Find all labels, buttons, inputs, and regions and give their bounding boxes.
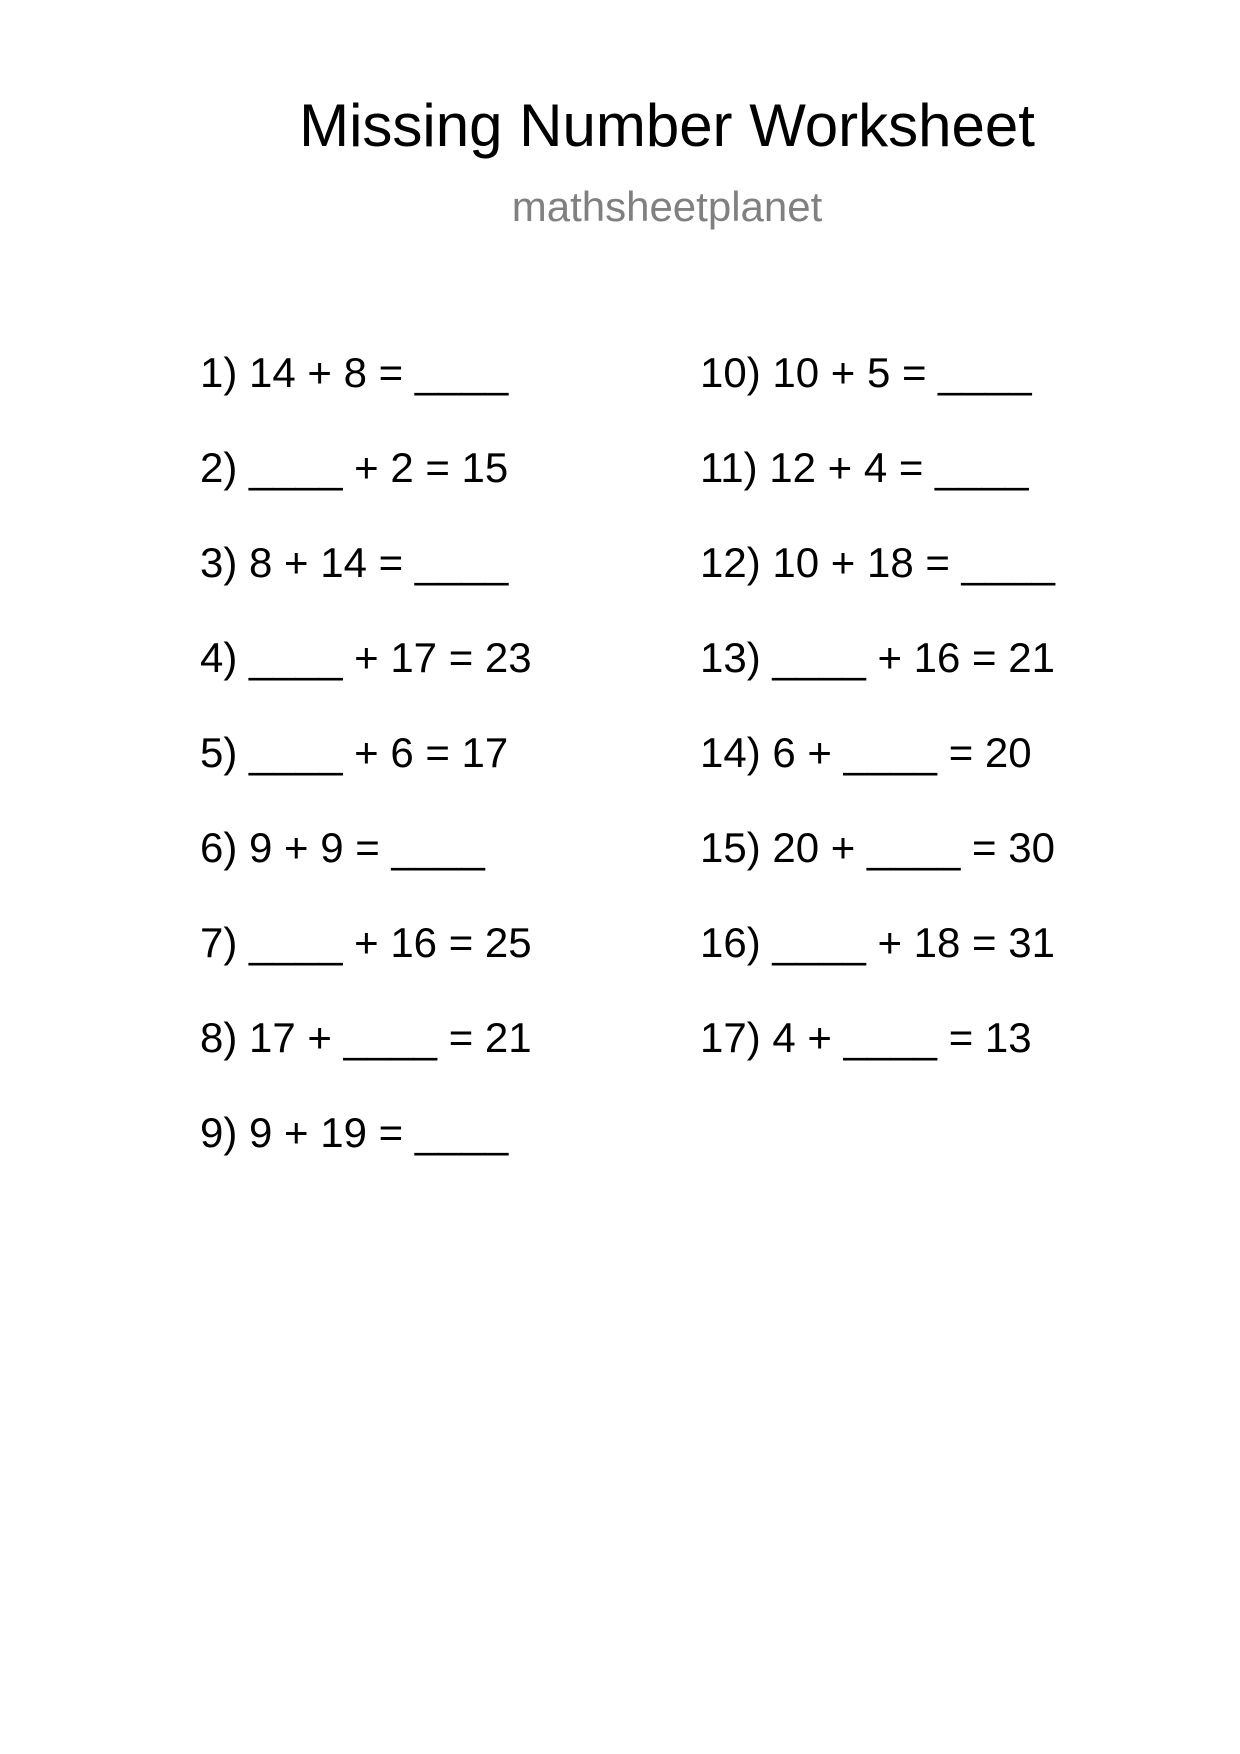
problem-11: 11) 12 + 4 = ____ <box>700 444 1029 491</box>
problem-3: 3) 8 + 14 = ____ <box>200 539 509 586</box>
problem-12: 12) 10 + 18 = ____ <box>700 539 1055 586</box>
problems-left-column <box>200 349 532 1207</box>
problem-7: 7) ____ + 16 = 25 <box>200 919 532 966</box>
problem-9: 9) 9 + 19 = ____ <box>200 1109 509 1156</box>
problem-13: 13) ____ + 16 = 21 <box>700 634 1055 681</box>
problem-5: 5) ____ + 6 = 17 <box>200 729 509 776</box>
problem-6: 6) 9 + 9 = ____ <box>200 824 485 871</box>
problem-4: 4) ____ + 17 = 23 <box>200 634 532 681</box>
problem-17: 17) 4 + ____ = 13 <box>700 1014 1032 1061</box>
worksheet-title: Missing Number Worksheet <box>299 92 1035 159</box>
problem-8: 8) 17 + ____ = 21 <box>200 1014 532 1061</box>
problem-16: 16) ____ + 18 = 31 <box>700 919 1055 966</box>
problem-14: 14) 6 + ____ = 20 <box>700 729 1032 776</box>
worksheet-source: mathsheetplanet <box>511 183 823 230</box>
problems-right-column <box>700 349 1055 1112</box>
problem-2: 2) ____ + 2 = 15 <box>200 444 509 491</box>
problem-1: 1) 14 + 8 = ____ <box>200 349 509 396</box>
problem-10: 10) 10 + 5 = ____ <box>700 349 1032 396</box>
problem-15: 15) 20 + ____ = 30 <box>700 824 1055 871</box>
